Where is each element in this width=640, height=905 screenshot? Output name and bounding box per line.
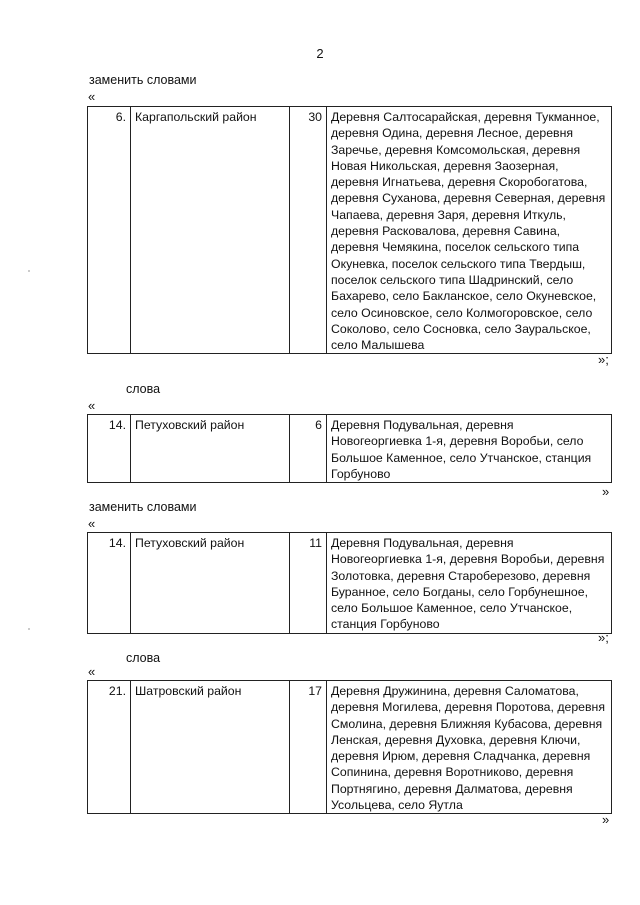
page-number: 2 [316, 46, 324, 61]
settlement-list: Деревня Дружинина, деревня Саломатова, деревня Могилева, деревня Поротова, деревня Смолина, деревня Ближняя Кубасова, деревня Ленская, деревня Духовка, деревня Ключи, деревня Ирюм, деревня Сладчанка, деревня Сопинина, деревня Воротниково, деревня Портнягино, деревня Далматова, деревня Усольцева, село Яутла [327, 681, 612, 814]
district-name: Петуховский район [131, 415, 290, 483]
block-1-close-quote: »; [598, 352, 609, 367]
row-number: 21. [88, 681, 131, 814]
block-2-table [87, 414, 612, 483]
district-name: Петуховский район [131, 533, 290, 634]
block-3-caption: заменить словами [89, 500, 197, 514]
block-4-table [87, 680, 612, 814]
settlement-count: 6 [290, 415, 327, 483]
row-number: 14. [88, 533, 131, 634]
settlement-count: 11 [290, 533, 327, 634]
block-3-close-quote: »; [598, 630, 609, 645]
block-4-caption: слова [126, 651, 161, 665]
table-row [88, 533, 612, 634]
scan-speck [28, 270, 30, 272]
district-name: Каргапольский район [131, 107, 290, 354]
table-row [88, 107, 612, 354]
row-number: 6. [88, 107, 131, 354]
row-number: 14. [88, 415, 131, 483]
block-1-open-quote: « [88, 89, 96, 104]
district-name: Шатровский район [131, 681, 290, 814]
table-row [88, 415, 612, 483]
block-2-close-quote: » [602, 484, 610, 499]
block-1-caption: заменить словами [89, 73, 197, 87]
block-3-table [87, 532, 612, 634]
settlement-count: 17 [290, 681, 327, 814]
settlement-list: Деревня Подувальная, деревня Новогеоргиевка 1-я, деревня Воробьи, село Большое Каменное, село Утчанское, станция Горбуново [327, 415, 612, 483]
block-2-caption: слова [126, 382, 161, 396]
scan-speck [28, 628, 30, 630]
settlement-count: 30 [290, 107, 327, 354]
block-4-open-quote: « [88, 664, 96, 679]
block-1-table [87, 106, 612, 354]
table-row [88, 681, 612, 814]
block-3-open-quote: « [88, 516, 96, 531]
settlement-list: Деревня Салтосарайская, деревня Тукманное, деревня Одина, деревня Лесное, деревня Заречье, деревня Комсомольская, деревня Новая Никольская, деревня Заозерная, деревня Игнатьева, деревня Скоробогатова, деревня Суханова, деревня Северная, деревня Чапаева, деревня Заря, деревня Иткуль, деревня Расковалова, деревня Савина, деревня Чемякина, поселок сельского типа Окуневка, поселок сельского типа Твердыш, поселок сельского типа Шадринский, село Бахарево, село Бакланское, село Окуневское, село Осиновское, село Колмогоровское, село Соколово, село Сосновка, село Зауральское, село Малышева [327, 107, 612, 354]
block-4-close-quote: » [602, 812, 610, 827]
block-2-open-quote: « [88, 398, 96, 413]
settlement-list: Деревня Подувальная, деревня Новогеоргиевка 1-я, деревня Воробьи, деревня Золотовка, деревня Староберезово, деревня Буранное, село Богданы, село Горбунешное, село Большое Каменное, село Утчанское, станция Горбуново [327, 533, 612, 634]
